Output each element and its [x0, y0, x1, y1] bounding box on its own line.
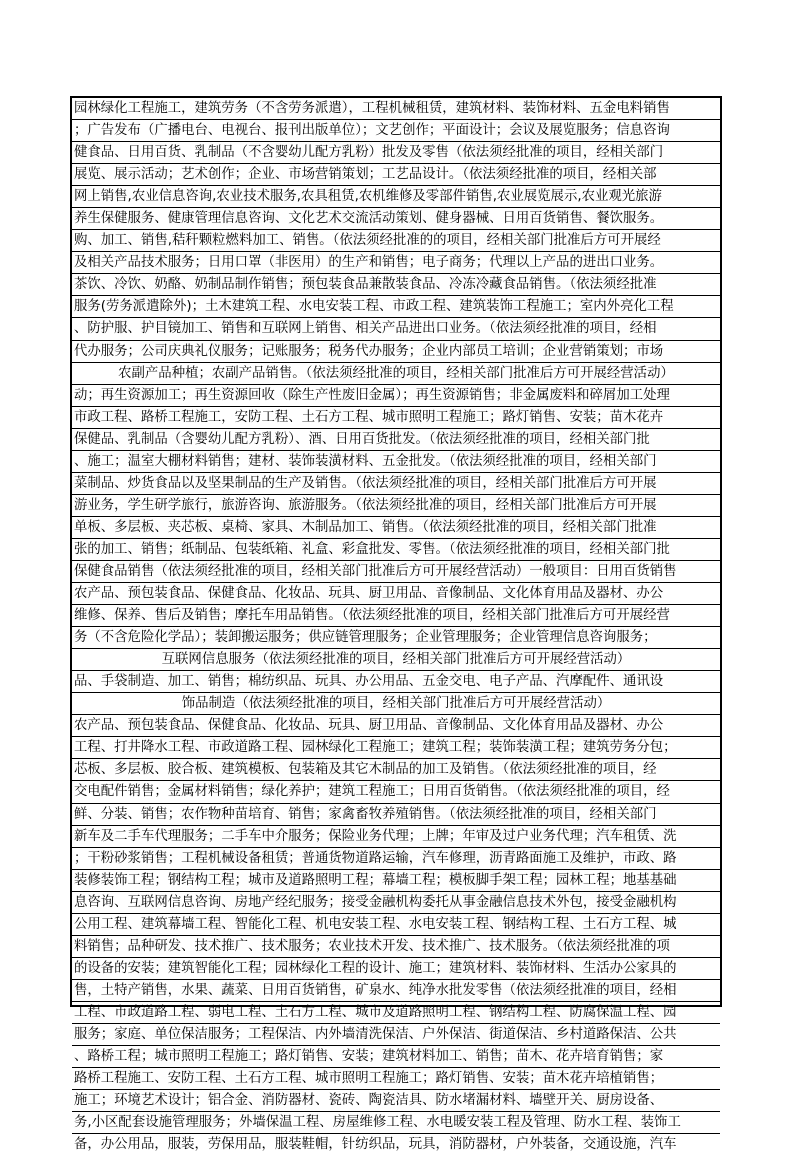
- table-row: 路桥工程施工、安防工程、土石方工程、城市照明工程施工；路灯销售、安装；苗木花卉培植销售；: [72, 1068, 720, 1090]
- table-row: 鲜、分装、销售；农作物种苗培育、销售；家禽畜牧养殖销售。（依法须经批准的项目，经相关部门: [72, 804, 720, 826]
- table-row: 动；再生资源加工；再生资源回收（除生产性废旧金属）；再生资源销售；非金属废料和碎屑加工处理: [72, 385, 720, 407]
- table-row: 菜制品、炒货食品以及坚果制品的生产及销售。（依法须经批准的项目，经相关部门批准后方可开展: [72, 473, 720, 495]
- table-row: 健食品、日用百货、乳制品（不含婴幼儿配方乳粉）批发及零售（依法须经批准的项目，经相关部门: [72, 142, 720, 164]
- table-row: 保健品、乳制品（含婴幼儿配方乳粉）、酒、日用百货批发。（依法须经批准的项目，经相关部门批: [72, 429, 720, 451]
- table-row: 养生保健服务、健康管理信息咨询、文化艺术交流活动策划、健身器械、日用百货销售、餐饮服务。: [72, 208, 720, 230]
- table-row: 购、加工、销售,秸秆颗粒燃料加工、销售。（依法须经批准的的项目，经相关部门批准后方可开展经: [72, 230, 720, 252]
- table-row: 游业务，学生研学旅行，旅游咨询、旅游服务。（依法须经批准的项目，经相关部门批准后方可开展: [72, 495, 720, 517]
- table-row: 装修装饰工程；钢结构工程；城市及道路照明工程；幕墙工程；模板脚手架工程；园林工程；地基基础: [72, 870, 720, 892]
- table-row: 工程、市政道路工程、弱电工程、土石方工程、城市及道路照明工程、钢结构工程、防腐保温工程、园: [72, 1002, 720, 1024]
- table-row: 、施工；温室大棚材料销售；建材、装饰装潢材料、五金批发。（依法须经批准的项目，经相关部门: [72, 451, 720, 473]
- table-row: 展览、展示活动；艺术创作；企业、市场营销策划；工艺品设计。（依法须经批准的项目，经相关部: [72, 164, 720, 186]
- table-row: 维修、保养、售后及销售；摩托车用品销售。（依法须经批准的项目，经相关部门批准后方可开展经营: [72, 605, 720, 627]
- table-row: 保健食品销售（依法须经批准的项目，经相关部门批准后方可开展经营活动）一般项目：日用百货销售: [72, 561, 720, 583]
- table-row: 、路桥工程；城市照明工程施工；路灯销售、安装；建筑材料加工、销售；苗木、花卉培育销售；家: [72, 1046, 720, 1068]
- table-row: 的设备的安装；建筑智能化工程；园林绿化工程的设计、施工；建筑材料、装饰材料、生活办公家具的: [72, 958, 720, 980]
- table-row: 备，办公用品，服装，劳保用品，服装鞋帽，针纺织品，玩具，消防器材，户外装备，交通设施，汽车: [74, 1137, 677, 1153]
- table-row: 公用工程、建筑幕墙工程、智能化工程、机电安装工程、水电安装工程、钢结构工程、土石方工程、城: [72, 914, 720, 936]
- table-row: 市政工程、路桥工程施工，安防工程、土石方工程、城市照明工程施工；路灯销售、安装；苗木花卉: [72, 407, 720, 429]
- table-row: ；干粉砂浆销售；工程机械设备租赁；普通货物道路运输，汽车修理，沥青路面施工及维护，市政、路: [72, 848, 720, 870]
- table-row: 张的加工、销售；纸制品、包装纸箱、礼盒、彩盒批发、零售。（依法须经批准的项目，经相关部门批: [72, 539, 720, 561]
- table-row: 售，土特产销售，水果、蔬菜、日用百货销售，矿泉水、纯净水批发零售（依法须经批准的项目，经相: [72, 980, 720, 1002]
- table-row: 新车及二手车代理服务；二手车中介服务；保险业务代理；上牌；年审及过户业务代理；汽车租赁、洗: [72, 826, 720, 848]
- table-row: 芯板、多层板、胶合板、建筑模板、包装箱及其它木制品的加工及销售。（依法须经批准的项目，经: [72, 759, 720, 781]
- table-row: 农副产品种植；农副产品销售。（依法须经批准的项目，经相关部门批准后方可开展经营活动）: [72, 363, 720, 385]
- table-row: 农产品、预包装食品、保健食品、化妆品、玩具、厨卫用品、音像制品、文化体育用品及器材、办公: [72, 583, 720, 605]
- table-row: 交电配件销售；金属材料销售；绿化养护；建筑工程施工；日用百货销售。（依法须经批准的项目，经: [72, 781, 720, 803]
- table-row: 工程、打井降水工程、市政道路工程、园林绿化工程施工；建筑工程；装饰装潢工程；建筑劳务分包；: [72, 737, 720, 759]
- table-row: 及相关产品技术服务；日用口罩（非医用）的生产和销售；电子商务；代理以上产品的进出口业务。: [72, 252, 720, 274]
- table-row: 务（不含危险化学品）；装卸搬运服务；供应链管理服务；企业管理服务；企业管理信息咨询服务；: [72, 627, 720, 649]
- table-row: 农产品、预包装食品、保健食品、化妆品、玩具、厨卫用品、音像制品、文化体育用品及器材、办公: [72, 715, 720, 737]
- table-row: 施工；环境艺术设计；铝合金、消防器材、瓷砖、陶瓷洁具、防水堵漏材料、墙壁开关、厨房设备、: [72, 1090, 720, 1112]
- table-row: 园林绿化工程施工，建筑劳务（不含劳务派遣），工程机械租赁，建筑材料、装饰材料、五金电料销售: [72, 98, 720, 120]
- table-row: 、防护服、护目镜加工、销售和互联网上销售、相关产品进出口业务。（依法须经批准的项目，经相: [72, 318, 720, 340]
- business-scope-table: [70, 96, 722, 1153]
- table-row: 服务；家庭、单位保洁服务；工程保洁、内外墙清洗保洁、户外保洁、街道保洁、乡村道路保洁、公共: [72, 1024, 720, 1046]
- table-row: ；广告发布（广播电台、电视台、报刊出版单位）；文艺创作；平面设计；会议及展览服务；信息咨询: [72, 120, 720, 142]
- table-row: 料销售；品种研发、技术推广、技术服务；农业技术开发、技术推广、技术服务。（依法须经批准的项: [72, 936, 720, 958]
- table-row: 代办服务；公司庆典礼仪服务；记账服务；税务代办服务；企业内部员工培训；企业营销策划；市场: [72, 341, 720, 363]
- table-row: 茶饮、冷饮、奶酪、奶制品制作销售；预包装食品兼散装食品、冷冻冷藏食品销售。（依法须经批准: [72, 274, 720, 296]
- table-row: 品、手袋制造、加工、销售；棉纺织品、玩具、办公用品、五金交电、电子产品、汽摩配件、通讯设: [72, 671, 720, 693]
- table-row: 息咨询、互联网信息咨询、房地产经纪服务；接受金融机构委托从事金融信息技术外包，接受金融机构: [72, 892, 720, 914]
- table-row: 互联网信息服务（依法须经批准的项目，经相关部门批准后方可开展经营活动）: [72, 649, 720, 671]
- table-row: 服务(劳务派遣除外)；土木建筑工程、水电安装工程、市政工程、建筑装饰工程施工；室内外亮化工程: [72, 296, 720, 318]
- table-row: 务,小区配套设施管理服务；外墙保温工程、房屋维修工程、水电暖安装工程及管理、防水工程、装饰工: [72, 1112, 720, 1134]
- table-row: 饰品制造（依法须经批准的项目，经相关部门批准后方可开展经营活动）: [72, 693, 720, 715]
- table-row: 网上销售,农业信息咨询,农业技术服务,农具租赁,农机维修及零部件销售,农业展览展示,农业观光旅游: [72, 186, 720, 208]
- table-row: 单板、多层板、夹芯板、桌椅、家具、木制品加工、销售。（依法须经批准的项目，经相关部门批准: [72, 517, 720, 539]
